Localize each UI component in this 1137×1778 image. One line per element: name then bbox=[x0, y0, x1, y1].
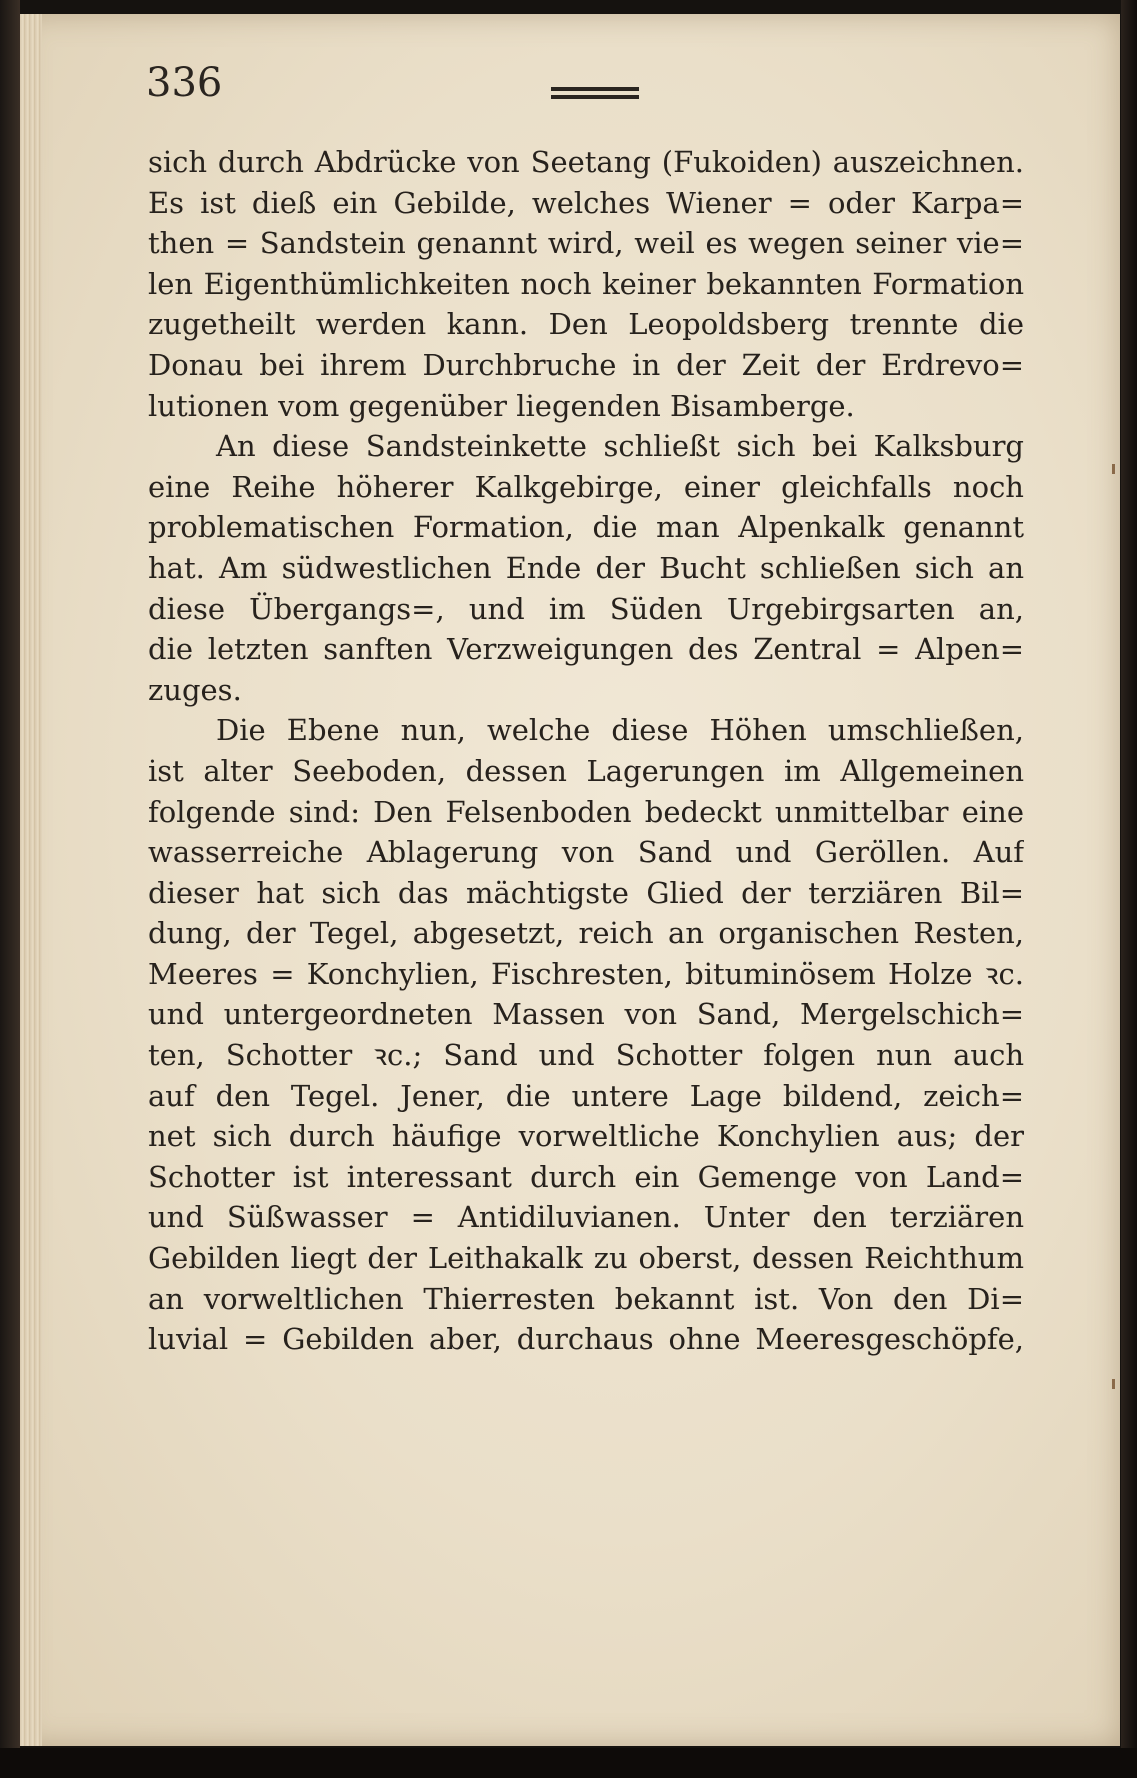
text-line: Die Ebene nun, welche diese Höhen umschließen, bbox=[216, 713, 1024, 748]
text-line: Donau bei ihrem Durchbruche in der Zeit der Erdrevo= bbox=[148, 347, 1024, 382]
text-line: auf den Tegel. Jener, die untere Lage bildend, zeich= bbox=[148, 1078, 1024, 1113]
text-line: net sich durch häufige vorweltliche Konchylien aus; der bbox=[148, 1119, 1024, 1154]
text-line: luvial = Gebilden aber, durchaus ohne Meeresgeschöpfe, bbox=[148, 1322, 1024, 1357]
text-line: zuges. bbox=[148, 672, 242, 707]
text-line: lutionen vom gegenüber liegenden Bisamberge. bbox=[148, 388, 855, 423]
text-line: zugetheilt werden kann. Den Leopoldsberg trennte die bbox=[148, 307, 1024, 342]
text-line: Es ist dieß ein Gebilde, welches Wiener = oder Karpa= bbox=[148, 185, 1024, 220]
text-line: len Eigenthümlichkeiten noch keiner bekannten Formation bbox=[148, 266, 1024, 301]
text-line: eine Reihe höherer Kalkgebirge, einer gleichfalls noch bbox=[148, 469, 1024, 504]
text-line: An diese Sandsteinkette schließt sich bei Kalksburg bbox=[216, 429, 1024, 464]
running-head bbox=[146, 60, 1026, 120]
book-binding-left bbox=[0, 0, 20, 1778]
page-tick-mark bbox=[1112, 1379, 1115, 1389]
page-gutter bbox=[20, 14, 42, 1746]
text-line: Meeres = Konchylien, Fischresten, bituminösem Holze ꝛc. bbox=[148, 956, 1024, 991]
text-line: problematischen Formation, die man Alpenkalk genannt bbox=[148, 510, 1024, 545]
text-line: und untergeordneten Massen von Sand, Mergelschich= bbox=[148, 997, 1024, 1032]
header-double-rule bbox=[551, 87, 639, 91]
text-line: Gebilden liegt der Leithakalk zu oberst, dessen Reichthum bbox=[148, 1241, 1024, 1276]
text-line: dung, der Tegel, abgesetzt, reich an organischen Resten, bbox=[148, 916, 1024, 951]
page-number: 336 bbox=[146, 60, 223, 106]
header-double-rule bbox=[551, 95, 639, 99]
text-line: an vorweltlichen Thierresten bekannt ist. Von den Di= bbox=[148, 1281, 1024, 1316]
text-line: ten, Schotter ꝛc.; Sand und Schotter folgen nun auch bbox=[148, 1038, 1024, 1073]
body-text bbox=[148, 142, 1024, 1360]
text-line: die letzten sanften Verzweigungen des Zentral = Alpen= bbox=[148, 632, 1024, 667]
text-line: und Süßwasser = Antidiluvianen. Unter den terziären bbox=[148, 1200, 1024, 1235]
book-edge-right bbox=[1121, 0, 1137, 1778]
text-line: sich durch Abdrücke von Seetang (Fukoiden) auszeichnen. bbox=[148, 145, 1024, 179]
text-line: diese Übergangs=, und im Süden Urgebirgsarten an, bbox=[148, 591, 1024, 626]
text-line: hat. Am südwestlichen Ende der Bucht schließen sich an bbox=[148, 550, 1024, 585]
book-edge-bottom bbox=[0, 1748, 1137, 1778]
text-line: wasserreiche Ablagerung von Sand und Geröllen. Auf bbox=[148, 835, 1024, 870]
text-line: ist alter Seeboden, dessen Lagerungen im Allgemeinen bbox=[148, 753, 1024, 788]
text-line: Schotter ist interessant durch ein Gemenge von Land= bbox=[148, 1159, 1024, 1194]
text-line: then = Sandstein genannt wird, weil es wegen seiner vie= bbox=[148, 226, 1024, 261]
text-line: folgende sind: Den Felsenboden bedeckt unmittelbar eine bbox=[148, 794, 1024, 829]
text-line: dieser hat sich das mächtigste Glied der terziären Bil= bbox=[148, 875, 1024, 910]
page-tick-mark bbox=[1112, 464, 1115, 474]
